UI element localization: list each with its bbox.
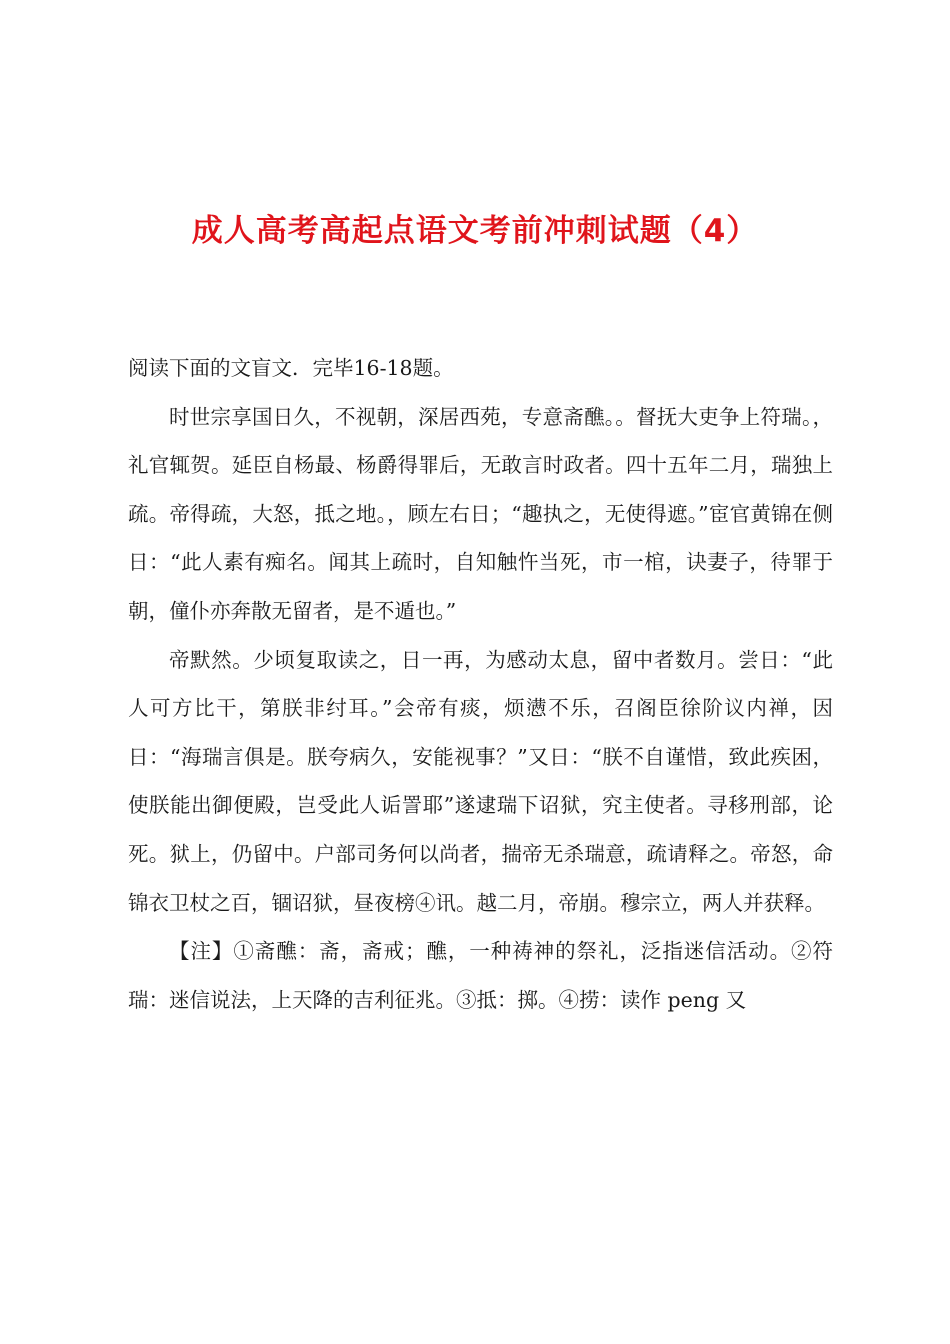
paragraph-2: 帝默然。少顷复取读之，日一再，为感动太息，留中者数月。尝日：“此人可方比干，第朕非纣耳。”会帝有痰，烦懑不乐，召阁臣徐阶议内禅，因日：“海瑞言俱是。朕夸病久，安能视事？”又日：“朕不自谨惜，致此疾困，使朕能出御便殿，岂受此人诟詈耶”遂逮瑞下诏狱，究主使者。寻移刑部，论死。狱上，仍留中。户部司务何以尚者，揣帝无杀瑞意，疏请释之。帝怒，命锦衣卫杖之百，锢诏狱，昼夜榜④讯。越二月，帝崩。穆宗立，两人并获释。 — [128, 647, 833, 915]
instruction-text: 阅读下面的文盲文．完毕16-18题。 — [128, 356, 454, 380]
document-body — [128, 344, 833, 1024]
notes-paragraph: 【注】①斋醮：斋，斋戒；醮，一种祷神的祭礼，泛指迷信活动。②符瑞：迷信说法，上天降的吉利征兆。③抵：掷。④捞：读作 peng 又 — [128, 939, 833, 1012]
paragraph-1: 时世宗享国日久，不视朝，深居西苑，专意斋醮。。督抚大吏争上符瑞。，礼官辄贺。延臣自杨最、杨爵得罪后，无敢言时政者。四十五年二月，瑞独上疏。帝得疏，大怒，抵之地。，顾左右日；“趣执之，无使得遮。”宦官黄锦在侧日：“此人素有痴名。闻其上疏时，自知触忤当死，市一棺，诀妻子，待罪于朝，僮仆亦奔散无留者，是不遁也。” — [128, 404, 833, 623]
document-title: 成人高考高起点语文考前冲刺试题（4） — [191, 212, 759, 249]
